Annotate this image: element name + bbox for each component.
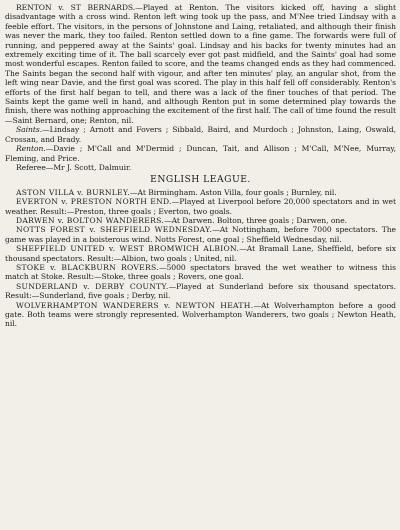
match-result	[5, 244, 396, 263]
match-clubs: STOKE v. BLACKBURN ROVERS.	[16, 262, 159, 272]
report-lead: RENTON v. ST BERNARDS.	[16, 3, 136, 12]
match-clubs: SUNDERLAND v. DERBY COUNTY.	[16, 281, 169, 291]
match-result	[5, 216, 396, 225]
match-clubs: DARWEN v. BOLTON WANDERERS.	[16, 215, 165, 225]
team-name: Saints.	[16, 125, 43, 135]
team-lineup-renton	[5, 144, 396, 163]
match-clubs: ASTON VILLA v. BURNLEY.	[16, 187, 130, 197]
team-name: Renton.	[16, 144, 46, 154]
team-lineup-saints	[5, 125, 396, 144]
match-text: —At Nottingham, before 7000 spectators. The game was played in a boisterous wind. Notts Forest, one goal ; Sheffield Wednesday, nil.	[5, 225, 396, 244]
match-clubs: WOLVERHAMPTON WANDERERS v. NEWTON HEATH.	[16, 300, 254, 310]
referee-text: Referee—Mr J. Scott, Dalmuir.	[16, 162, 132, 172]
referee-line	[5, 163, 396, 172]
section-heading: ENGLISH LEAGUE.	[150, 174, 251, 186]
match-result	[5, 282, 396, 301]
match-text: —5000 spectators braved the wet weather to witness this match at Stoke. Result:—Stoke, three goals ; Rovers, one goal.	[5, 262, 397, 282]
match-report-renton-st-bernards	[5, 3, 396, 125]
team-players: —Lindsay ; Arnott and Fovers ; Sibbald, Baird, and Murdoch ; Johnston, Laing, Oswald, Crossan, and Brady.	[5, 125, 396, 144]
team-players: —Davie ; M'Call and M'Dermid ; Duncan, Tait, and Allison ; M'Call, M'Nee, Murray, Fleming, and Price.	[5, 144, 396, 163]
report-venue: —Played at Renton.	[135, 3, 219, 12]
match-text: —Played at Sunderland before six thousand spectators. Result:—Sunderland, five goals ; Derby, nil.	[5, 281, 397, 301]
match-clubs: SHEFFIELD UNITED v. WEST BROMWICH ALBION.	[16, 244, 240, 254]
match-result	[5, 301, 396, 329]
match-result	[5, 188, 396, 197]
match-result	[5, 225, 396, 244]
match-text: —At Bramall Lane, Sheffield, before six thousand spectators. Result:—Albion, two goals ; United, nil.	[5, 244, 396, 263]
match-result	[5, 263, 396, 282]
match-text: —Played at Liverpool before 20,000 spectators and in wet weather. Result:—Preston, three goals ; Everton, two goals.	[5, 197, 396, 216]
match-result	[5, 197, 396, 216]
match-clubs: EVERTON v. PRESTON NORTH END.	[16, 197, 172, 207]
report-body: The visitors kicked off, having a slight disadvantage with a cross wind. Renton left wing took up the pass, and M'Nee tried Lindsay with a feeble effort. The visitors, in the persons of Johnstone and Laing, retaliated, and although their finish was never the mark, they too failed. Renton settled down to a fine game. The forwards were full of running, and peppered away at the Saints' goal. Lindsay and his backs for twenty minutes had an extremely exciting time of it. The ball scarcely ever got past midfield, and the Saints' goal had some most wonderful escapes. Renton failed to score, and the teams changed ends as they had commenced. The Saints began the second half with vigour, and after ten minutes' play, an angular shot, from the left wing near Davie, and the first goal was scored. The play in this half fell off considerably. Renton's efforts of the first half began to tell, and there was a lack of the finer touches of that period. The Saints kept the game well in hand, and although Renton put in some determined play towards the finish, there was nothing approaching the excitement of the first half. The call of time found the result—Saint Bernard, one; Renton, nil.	[5, 3, 396, 125]
match-text: —At Darwen. Bolton, three goals ; Darwen, one.	[164, 215, 348, 225]
match-text: —At Birmingham. Aston Villa, four goals ; Burnley, nil.	[130, 187, 337, 197]
match-clubs: NOTTS FOREST v. SHEFFIELD WEDNESDAY.	[16, 225, 213, 235]
match-text: —At Wolverhampton before a good gate. Both teams were strongly represented. Wolverhampton Wanderers, two goals ; Newton Heath, nil.	[5, 300, 396, 329]
